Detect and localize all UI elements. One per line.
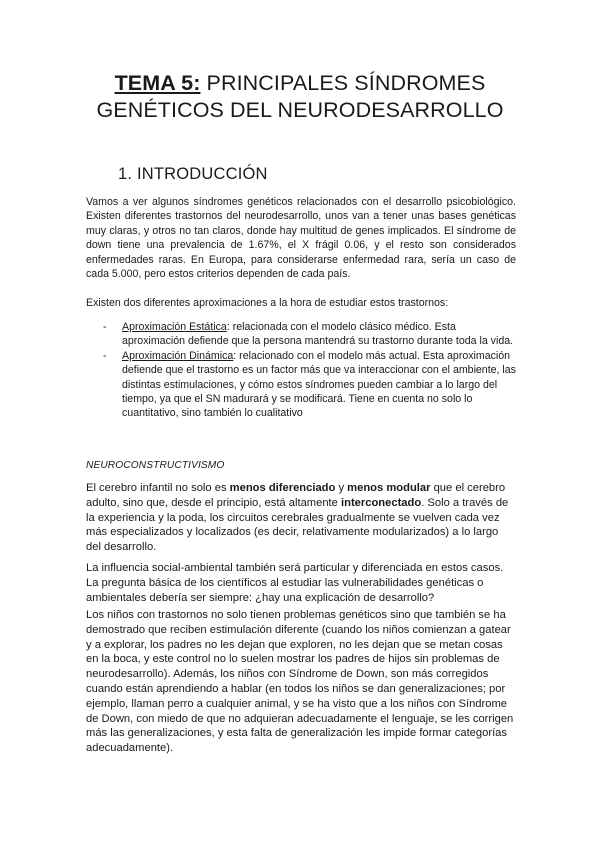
p1-text-a: El cerebro infantil no solo es (86, 482, 230, 494)
p1-bold-interconectado: interconectado (341, 496, 422, 509)
list-item (86, 320, 516, 349)
intro-paragraph: Vamos a ver algunos síndromes genéticos relacionados con el desarrollo psicobiológico. Existen diferentes trastornos del neurodesarrollo, unos van a tener unas bases genéticas muy claras, y otros no tan claros, donde hay multitud de genes implicados. El síndrome de down tiene una prevalencia de 1.67%, el X frágil 0.06, y el resto son considerados enfermedades raras. En Europa, para considerarse enfermedad rara, sería un caso de cada 5.000, pero estos criterios dependen de cada país. (86, 196, 516, 281)
title-line-2: GENÉTICOS DEL NEURODESARROLLO (96, 98, 504, 122)
p1-text-c: y (335, 482, 348, 494)
neuro-paragraph-2: La influencia social-ambiental también será particular y diferenciada en estos casos. La pregunta básica de los científicos al estudiar las vulnerabilidades genéticas o ambientales debería ser siempre: ¿hay una explicación de desarrollo? (86, 562, 504, 604)
title-line-1 (60, 70, 540, 97)
p1-bold-menos-diferenciado: menos diferenciado (229, 482, 336, 494)
list-dash: - (103, 321, 107, 333)
section-heading-neuroconstructivismo: NEUROCONSTRUCTIVISMO (86, 460, 225, 471)
neuro-paragraph-3: Los niños con trastornos no solo tienen problemas genéticos sino que también se ha demostrado que reciben estimulación diferente (cuando los niños comienzan a gatear y a explorar, los padres no les dejan que exploren, no les dejan que se metan cosas en la boca, y este control no lo suelen mostrar los padres de hijos sin problemas de neurodesarrollo). Además, los niños con Síndrome de Down, son más corregidos cuando están aprendiendo a hablar (en todos los niños se dan generalizaciones; por ejemplo, llaman perro a cualquier animal, y se ha visto que a los niños con Síndrome de Down, con miedo de que no adquieran adecuadamente el lenguaje, se les corrigen más las generalizaciones, y esta falta de generalización les impide formar categorías adecuadamente). (86, 609, 514, 755)
list-item (86, 349, 516, 421)
p1-text-d: que el cerebro adulto, sino que, desde el principio, está altamente (86, 482, 506, 509)
approaches-list (86, 320, 516, 421)
approach-static-text: : relacionada con el modelo clásico médico. Esta aproximación defiende que la persona mantendrá su trastorno durante toda la vida. (122, 321, 514, 348)
list-dash: - (103, 349, 107, 362)
approach-dynamic-text: : relacionado con el modelo más actual. Esta aproximación defiende que el trastorno es un factor más que va interaccionar con el ambiente, las distintas estimulaciones, y cómo estos síndromes pueden cambiar a lo largo del tiempo, ya que el SN madurará y se modificará. Tiene en cuenta no solo lo cuantitativo, sino también lo cualitativo (122, 349, 516, 420)
p1-bold-menos-modular: menos modular (347, 482, 431, 494)
title-topic-number: TEMA 5: (114, 71, 201, 95)
approach-static-label: Aproximación Estática (122, 321, 227, 333)
approaches-intro: Existen dos diferentes aproximaciones a la hora de estudiar estos trastornos: (86, 297, 449, 309)
title-text-part1: PRINCIPALES SÍNDROMES (200, 71, 486, 95)
neuro-paragraph-1 (86, 481, 516, 555)
approach-dynamic-label: Aproximación Dinámica (122, 349, 234, 362)
section-heading-introduccion: 1. INTRODUCCIÓN (118, 165, 268, 183)
page-title (60, 70, 540, 124)
p1-text-e: . Solo a través de la experiencia y la poda, los circuitos cerebrales gradualmente se vuelven cada vez más especializados y localizados (es decir, relativamente modularizados) a lo largo del desarrollo. (86, 496, 509, 554)
